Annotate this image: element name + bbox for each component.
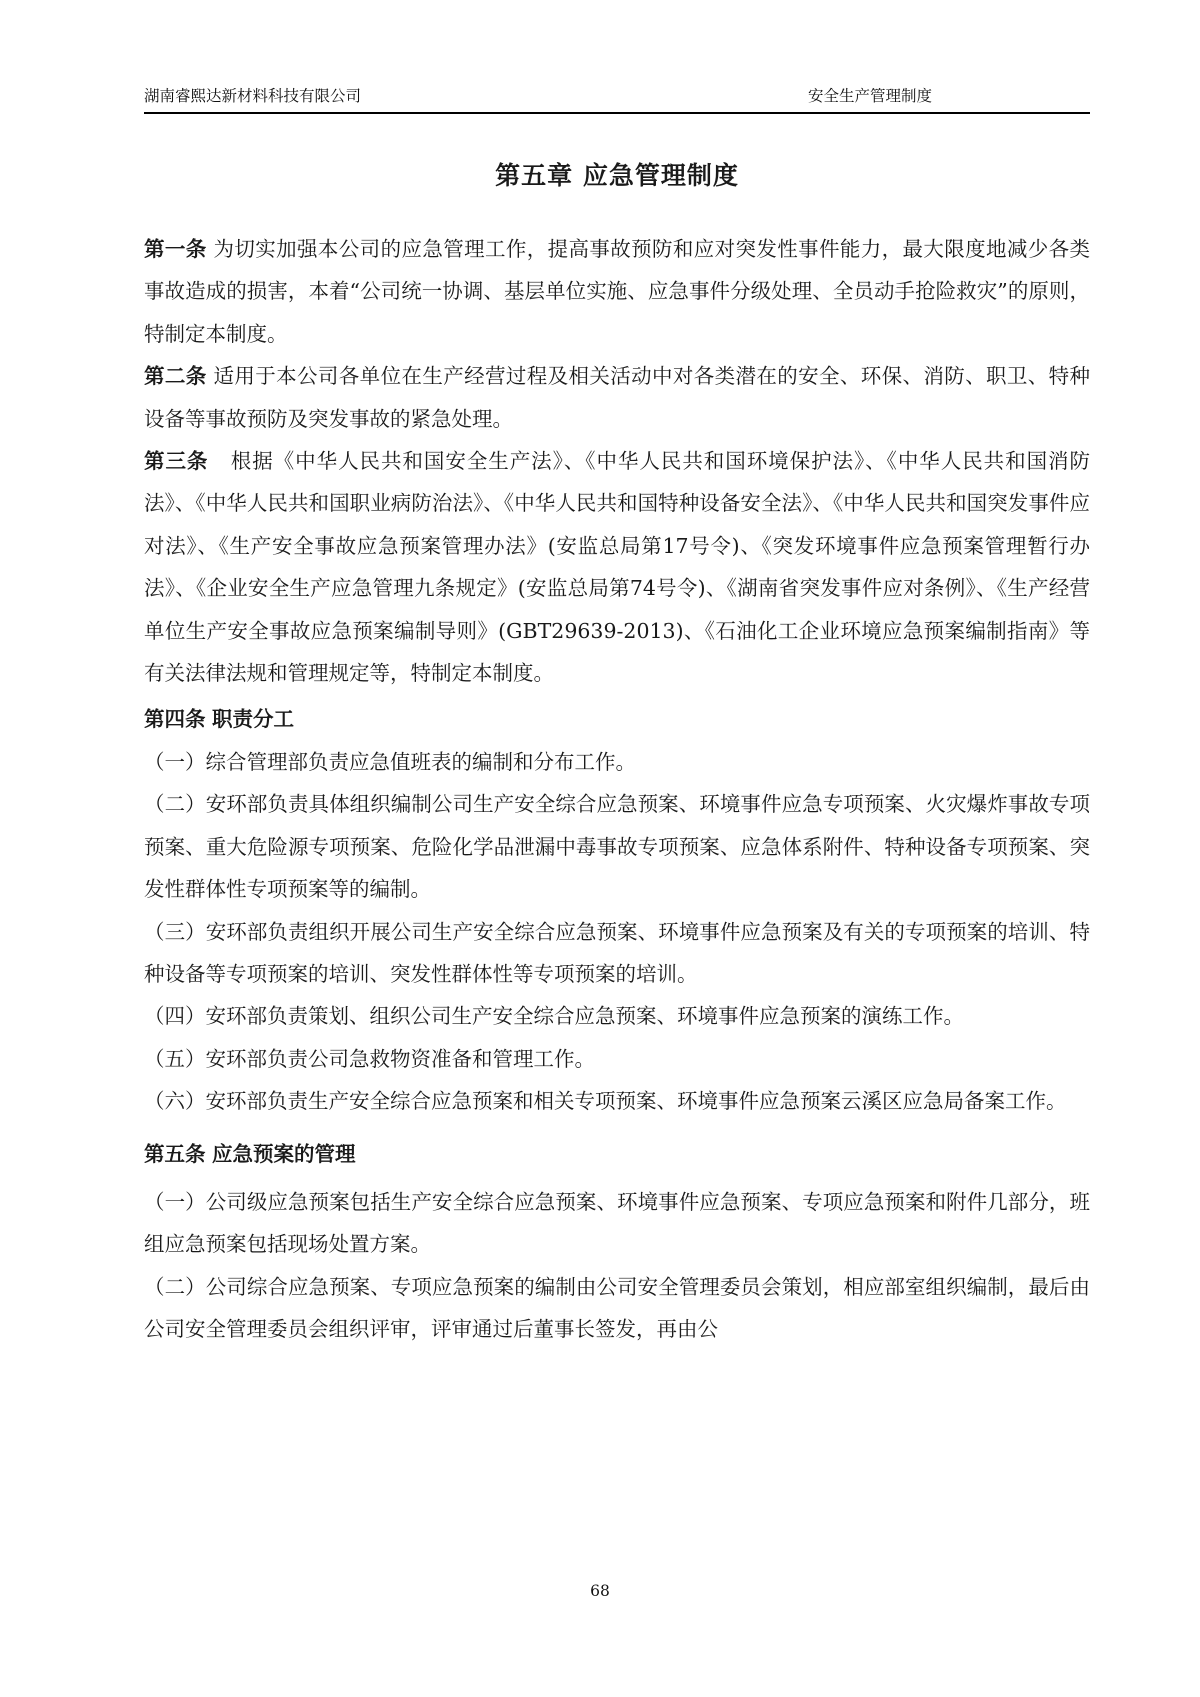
list-item: （三）安环部负责组织开展公司生产安全综合应急预案、环境事件应急预案及有关的专项预案的培训、特种设备等专项预案的培训、突发性群体性等专项预案的培训。 bbox=[144, 919, 1090, 986]
article-label: 第一条 bbox=[144, 237, 207, 261]
document-body bbox=[144, 228, 1090, 1351]
list-item: （一）综合管理部负责应急值班表的编制和分布工作。 bbox=[144, 749, 636, 774]
header-divider bbox=[144, 112, 1090, 114]
list-item: （二）安环部负责具体组织编制公司生产安全综合应急预案、环境事件应急专项预案、火灾爆炸事故专项预案、重大危险源专项预案、危险化学品泄漏中毒事故专项预案、应急体系附件、特种设备专项预案、突发性群体性专项预案等的编制。 bbox=[144, 792, 1090, 902]
page-header bbox=[144, 84, 1090, 112]
article-3 bbox=[144, 440, 1090, 694]
article-1 bbox=[144, 228, 1090, 355]
list-item: （四）安环部负责策划、组织公司生产安全综合应急预案、环境事件应急预案的演练工作。 bbox=[144, 1004, 964, 1029]
header-document-type: 安全生产管理制度 bbox=[808, 87, 933, 105]
article-label: 第二条 bbox=[144, 364, 207, 389]
article-5-heading bbox=[144, 1123, 1090, 1181]
list-item: （六）安环部负责生产安全综合应急预案和相关专项预案、环境事件应急预案云溪区应急局备案工作。 bbox=[144, 1089, 1067, 1114]
article-heading-text: 职责分工 bbox=[212, 707, 295, 732]
article-4-heading bbox=[144, 694, 1090, 740]
article-heading-text: 应急预案的管理 bbox=[212, 1141, 356, 1166]
chapter-title: 第五章 应急管理制度 bbox=[495, 161, 739, 190]
article-text: 为切实加强本公司的应急管理工作，提高事故预防和应对突发性事件能力，最大限度地减少各类事故造成的损害，本着“公司统一协调、基层单位实施、应急事件分级处理、全员动手抢险救灾”的原则，特制定本制度。 bbox=[144, 237, 1091, 346]
list-item: （二）公司综合应急预案、专项应急预案的编制由公司安全管理委员会策划，相应部室组织编制，最后由公司安全管理委员会组织评审，评审通过后董事长签发，再由公 bbox=[144, 1274, 1090, 1342]
article-label: 第三条 bbox=[144, 449, 209, 474]
list-item: （五）安环部负责公司急救物资准备和管理工作。 bbox=[144, 1046, 595, 1071]
article-2 bbox=[144, 355, 1090, 440]
article-text: 根据《中华人民共和国安全生产法》、《中华人民共和国环境保护法》、《中华人民共和国消防法》、《中华人民共和国职业病防治法》、《中华人民共和国特种设备安全法》、《中华人民共和国突发事件应对法》、《生产安全事故应急预案管理办法》(安监总局第17号令)、《突发环境事件应急预案管理暂行办法》、《企业安全生产应急管理九条规定》(安监总局第74号令)、《湖南省突发事件应对条例》、《生产经营单位生产安全事故应急预案编制导则》(GBT29639-2013)、《石油化工企业环境应急预案编制指南》等有关法律法规和管理规定等，特制定本制度。 bbox=[144, 449, 1090, 686]
header-company-name: 湖南睿熙达新材料科技有限公司 bbox=[144, 87, 362, 105]
page-number: 68 bbox=[590, 1582, 610, 1600]
article-label: 第五条 bbox=[144, 1141, 206, 1166]
article-label: 第四条 bbox=[144, 707, 206, 732]
list-item: （一）公司级应急预案包括生产安全综合应急预案、环境事件应急预案、专项应急预案和附件几部分，班组应急预案包括现场处置方案。 bbox=[144, 1189, 1090, 1257]
article-text: 适用于本公司各单位在生产经营过程及相关活动中对各类潜在的安全、环保、消防、职卫、特种设备等事故预防及突发事故的紧急处理。 bbox=[144, 364, 1091, 431]
